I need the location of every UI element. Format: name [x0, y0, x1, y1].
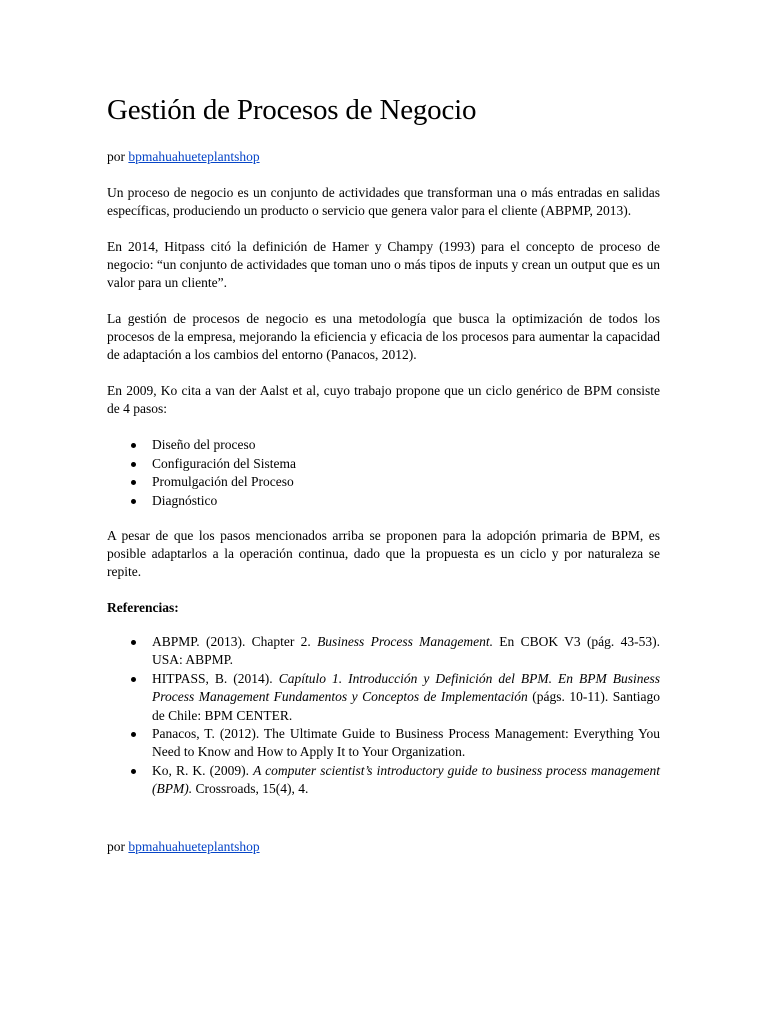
author-link[interactable]: bpmahuahueteplantshop — [128, 838, 260, 854]
byline-prefix: por — [107, 838, 125, 854]
reference-text: HITPASS, B. (2014). — [152, 670, 279, 686]
reference-text: Panacos, T. (2012). The Ultimate Guide to Business Process Management: Everything You Need to Know and How to Apply It to Your Organization. — [152, 726, 660, 760]
reference-text: En CBOK V3 (pág. 43-53). USA: ABPMP. — [152, 634, 660, 668]
reference-item — [152, 633, 660, 670]
references-list — [107, 633, 660, 799]
byline-bottom — [107, 838, 660, 856]
paragraph-bpm-methodology: La gestión de procesos de negocio es una metodología que busca la optimización de todos los procesos de la empresa, mejorando la eficiencia y eficacia de los procesos para aumentar la capacidad de adaptación a los cambios del entorno (Panacos, 2012). — [107, 311, 660, 362]
byline-prefix: por — [107, 149, 125, 164]
reference-text: (págs. 10-11). Santiago de Chile: BPM CENTER. — [152, 689, 660, 723]
reference-text: Ko, R. K. (2009). — [152, 762, 254, 778]
spacer — [107, 816, 660, 838]
reference-title: Business Process Management. — [317, 634, 493, 649]
list-item: Diagnóstico — [152, 492, 660, 511]
reference-text: ABPMP. (2013). Chapter 2. — [152, 634, 318, 649]
list-item: Promulgación del Proceso — [152, 473, 660, 492]
references-heading: Referencias: — [107, 600, 179, 615]
paragraph-closing: A pesar de que los pasos mencionados arriba se proponen para la adopción primaria de BPM, es posible adaptarlos a la operación continua, dado que la propuesta es un ciclo y por naturaleza se repite. — [107, 528, 660, 579]
bpm-steps-list — [107, 436, 660, 510]
article — [107, 92, 660, 874]
byline-top — [107, 148, 660, 166]
reference-item — [152, 725, 660, 762]
paragraph-bpm-cycle-intro: En 2009, Ko cita a van der Aalst et al, cuyo trabajo propone que un ciclo genérico de BPM consiste de 4 pasos: — [107, 383, 660, 416]
paragraph-definition: Un proceso de negocio es un conjunto de actividades que transforman una o más entradas en salidas específicas, produciendo un producto o servicio que genera valor para el cliente (ABPMP, 2013). — [107, 185, 660, 218]
reference-item — [152, 762, 660, 799]
author-link[interactable]: bpmahuahueteplantshop — [128, 149, 260, 164]
reference-title: Capítulo 1. Introducción y Definición del BPM. En BPM Business Process Management Fundamentos y Conceptos de Implementación — [152, 670, 660, 705]
reference-item — [152, 670, 660, 725]
paragraph-hitpass: En 2014, Hitpass citó la definición de Hamer y Champy (1993) para el concepto de proceso de negocio: “un conjunto de actividades que toman uno o más tipos de inputs y crean un output que es un valor para un cliente”. — [107, 239, 661, 290]
page-title: Gestión de Procesos de Negocio — [107, 94, 477, 126]
reference-title: A computer scientist’s introductory guide to business process management (BPM). — [152, 762, 660, 797]
list-item: Configuración del Sistema — [152, 455, 660, 474]
list-item: Diseño del proceso — [152, 436, 660, 455]
reference-text: Crossroads, 15(4), 4. — [192, 781, 309, 797]
